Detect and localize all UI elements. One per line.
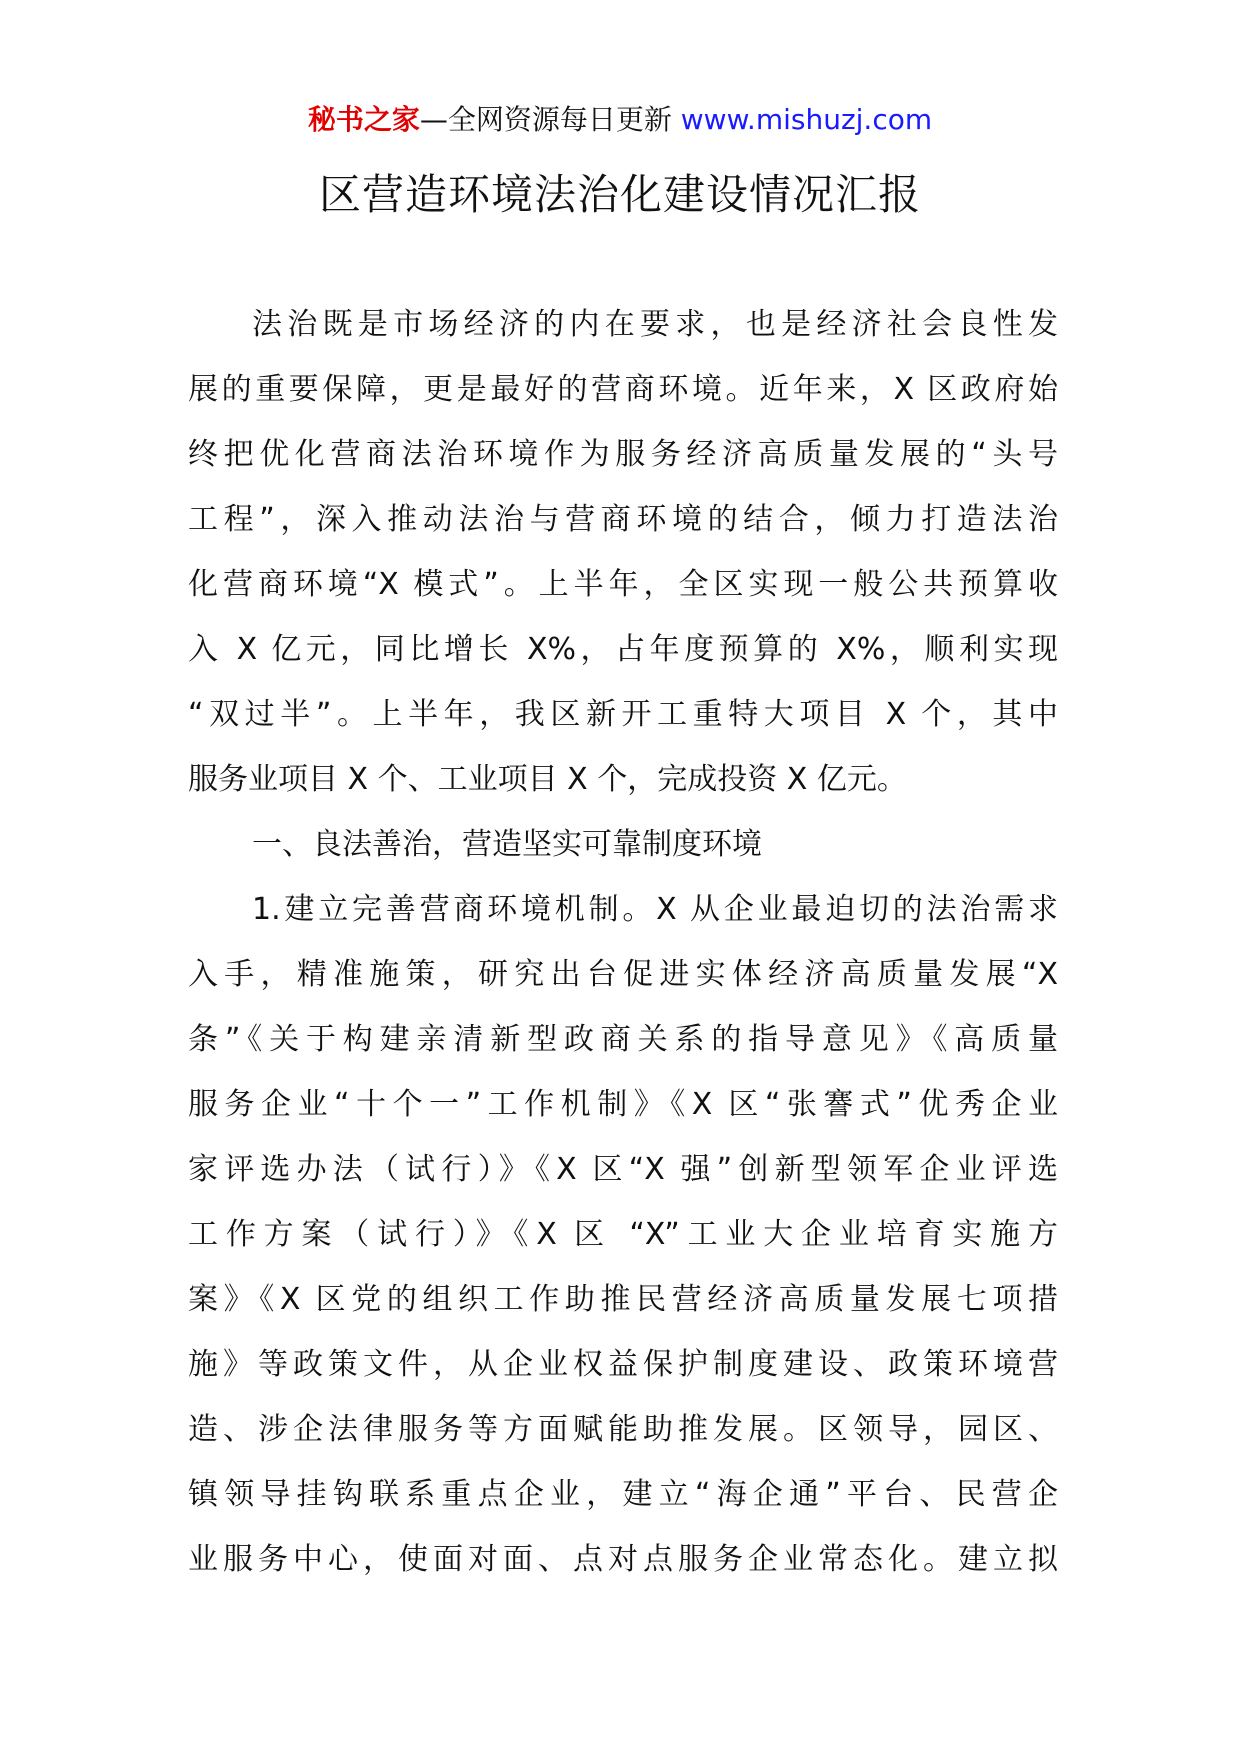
- paragraph-line: 服务企业“十个一”工作机制》《X 区“张謇式”优秀企业: [188, 1087, 1058, 1122]
- paragraph-line: 造、涉企法律服务等方面赋能助推发展。区领导，园区、: [188, 1412, 1058, 1447]
- site-url-link[interactable]: www.mishuzj.com: [680, 103, 933, 136]
- site-header: [0, 100, 1240, 140]
- paragraph-line: 法治既是市场经济的内在要求，也是经济社会良性发: [252, 307, 1058, 342]
- paragraph-line: 工程”，深入推动法治与营商环境的结合，倾力打造法治: [188, 502, 1058, 537]
- paragraph-line: 业服务中心，使面对面、点对点服务企业常态化。建立拟: [188, 1542, 1058, 1577]
- paragraph-line: 终把优化营商法治环境作为服务经济高质量发展的“头号: [188, 437, 1058, 472]
- brand-name: 秘书之家: [307, 103, 420, 136]
- paragraph-line: 家评选办法（试行）》《X 区“X 强”创新型领军企业评选: [188, 1152, 1058, 1187]
- paragraph-line: 化营商环境“X 模式”。上半年，全区实现一般公共预算收: [188, 567, 1058, 602]
- paragraph-line: 条”《关于构建亲清新型政商关系的指导意见》《高质量: [188, 1022, 1058, 1057]
- document-title: 区营造环境法治化建设情况汇报: [318, 170, 921, 219]
- paragraph-line: “双过半”。上半年，我区新开工重特大项目 X 个，其中: [188, 697, 1058, 732]
- paragraph-line: 镇领导挂钩联系重点企业，建立“海企通”平台、民营企: [188, 1477, 1058, 1512]
- paragraph-line: 展的重要保障，更是最好的营商环境。近年来，X 区政府始: [188, 372, 1058, 407]
- paragraph-line: 1.建立完善营商环境机制。X 从企业最迫切的法治需求: [252, 892, 1058, 927]
- document-body: [188, 292, 1058, 1592]
- paragraph-line: 服务业项目 X 个、工业项目 X 个，完成投资 X 亿元。: [188, 762, 907, 797]
- paragraph-line: 案》《X 区党的组织工作助推民营经济高质量发展七项措: [188, 1282, 1058, 1317]
- paragraph-line: 施》等政策文件，从企业权益保护制度建设、政策环境营: [188, 1347, 1058, 1382]
- section-heading: 一、良法善治，营造坚实可靠制度环境: [252, 827, 762, 862]
- paragraph-line: 工作方案（试行）》《X 区 “X”工业大企业培育实施方: [188, 1217, 1058, 1252]
- paragraph-line: 入手，精准施策，研究出台促进实体经济高质量发展“X: [188, 957, 1058, 992]
- paragraph-line: 入 X 亿元，同比增长 X%，占年度预算的 X%，顺利实现: [188, 632, 1058, 667]
- header-tagline: —全网资源每日更新: [419, 103, 681, 136]
